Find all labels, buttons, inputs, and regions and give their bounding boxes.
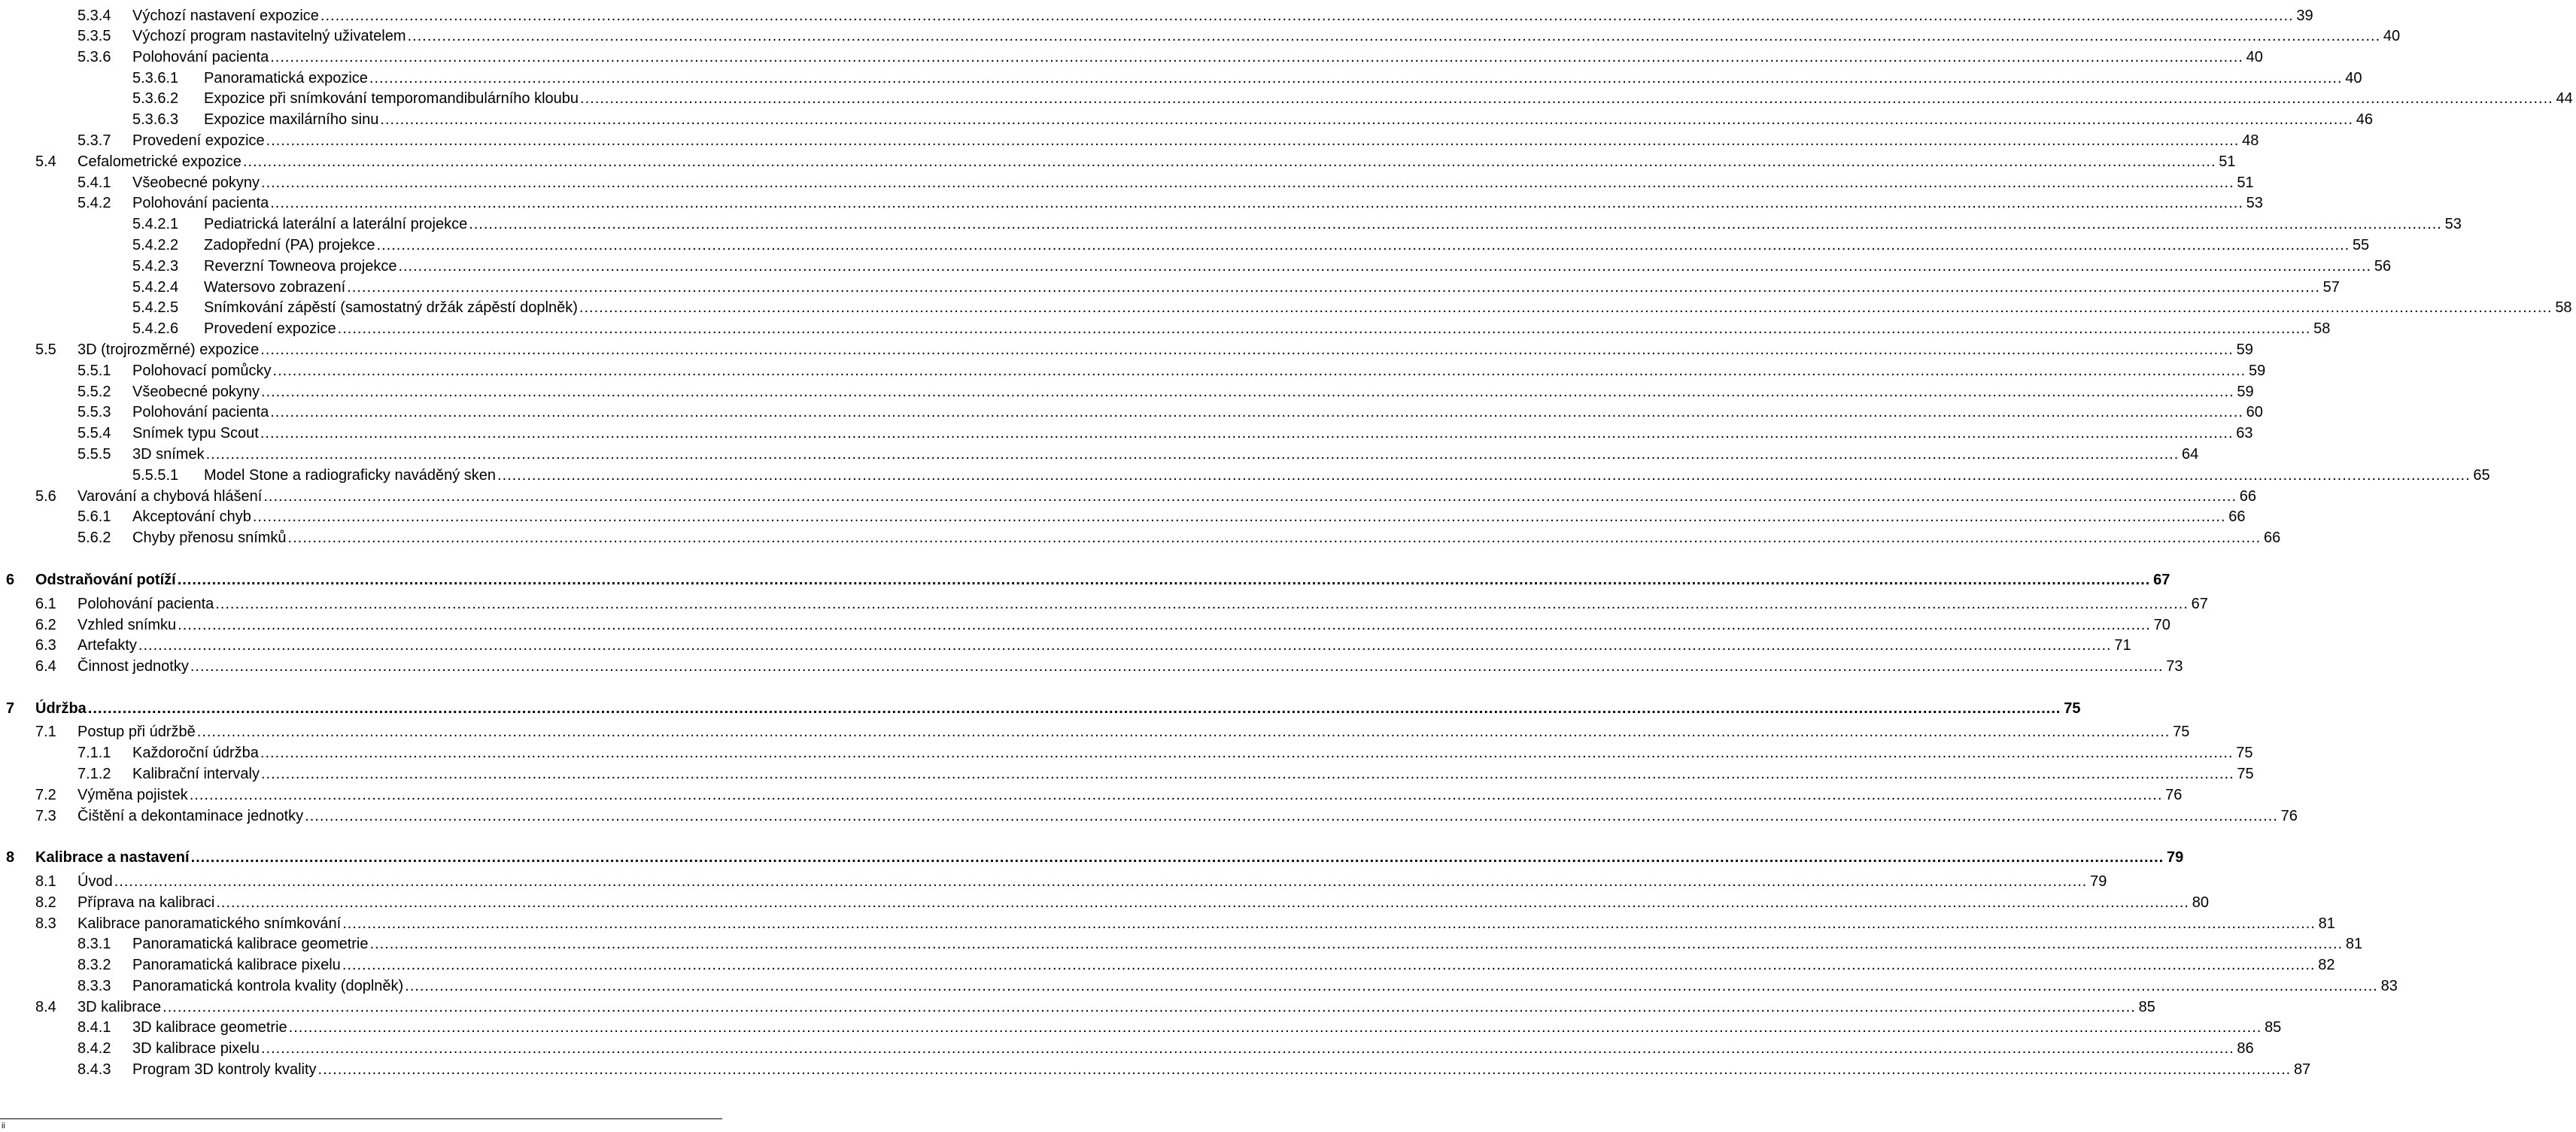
toc-entry-number: 5.4.2.4: [132, 279, 179, 296]
dot-leader: ................................................................................................................................................................................................................................................................................................................................................................................................................: [405, 978, 2378, 994]
toc-entry-page: 75: [2064, 700, 2081, 717]
toc-entry-number: 5.5.2: [77, 384, 111, 400]
toc-entry[interactable]: [0, 26, 2401, 46]
toc-entry[interactable]: [0, 445, 2199, 464]
toc-entry-page: 67: [2153, 572, 2170, 588]
toc-entry[interactable]: [0, 340, 2253, 360]
toc-entry-title: 3D (trojrozměrné) expozice: [77, 341, 260, 358]
toc-entry-title: Varování a chybová hlášení: [77, 488, 263, 505]
dot-leader: ................................................................................................................................................................................................................................................................................................................................................................................................................: [260, 341, 2234, 358]
toc-entry[interactable]: [0, 1060, 2311, 1079]
toc-entry-number: 6: [6, 572, 15, 588]
toc-entry-number: 5.3.6.3: [132, 111, 179, 128]
toc-entry-number: 5.4.2.2: [132, 237, 179, 253]
footer-rule: [0, 1118, 722, 1119]
toc-entry-page: 81: [2345, 936, 2363, 952]
toc-entry-number: 7.1: [35, 724, 56, 740]
toc-entry[interactable]: [0, 785, 2183, 805]
toc-entry[interactable]: [0, 89, 2573, 108]
toc-entry-title: Polohování pacienta: [132, 195, 269, 211]
dot-leader: ................................................................................................................................................................................................................................................................................................................................................................................................................: [196, 724, 2170, 740]
toc-entry[interactable]: [0, 402, 2263, 422]
toc-entry-number: 8: [6, 849, 15, 866]
toc-entry[interactable]: [0, 914, 2335, 933]
toc-entry-number: 5.3.6.1: [132, 70, 179, 86]
toc-entry-number: 5.5.5: [77, 446, 111, 463]
toc-entry-number: 5.4.2.1: [132, 216, 179, 232]
dot-leader: ................................................................................................................................................................................................................................................................................................................................................................................................................: [260, 745, 2234, 761]
toc-entry[interactable]: [0, 976, 2398, 996]
toc-entry[interactable]: [0, 615, 2170, 635]
dot-leader: ................................................................................................................................................................................................................................................................................................................................................................................................................: [579, 299, 2553, 316]
toc-entry-title: Všeobecné pokyny: [132, 384, 260, 400]
toc-entry-title: Kalibrace a nastavení: [35, 849, 190, 866]
toc-entry-number: 5.6.2: [77, 530, 111, 546]
dot-leader: ................................................................................................................................................................................................................................................................................................................................................................................................................: [288, 1019, 2262, 1036]
dot-leader: ................................................................................................................................................................................................................................................................................................................................................................................................................: [266, 132, 2240, 149]
toc-entry[interactable]: [0, 487, 2256, 506]
toc-entry-page: 40: [2246, 49, 2263, 65]
toc-entry-page: 76: [2165, 787, 2183, 803]
toc-entry-number: 5.5.5.1: [132, 467, 179, 484]
toc-entry-page: 53: [2246, 195, 2263, 211]
toc-entry-title: Polohování pacienta: [132, 404, 269, 420]
toc-entry-page: 70: [2153, 617, 2170, 633]
dot-leader: ................................................................................................................................................................................................................................................................................................................................................................................................................: [320, 8, 2294, 24]
toc-entry-number: 8.3.2: [77, 957, 111, 973]
toc-entry-title: Výměna pojistek: [77, 787, 188, 803]
toc-entry-title: Polohovací pomůcky: [132, 363, 272, 379]
dot-leader: ................................................................................................................................................................................................................................................................................................................................................................................................................: [263, 488, 2237, 505]
toc-entry-number: 5.6: [35, 488, 56, 505]
toc-entry[interactable]: [0, 636, 2131, 655]
toc-entry-page: 48: [2242, 132, 2259, 149]
toc-entry-title: Artefakty: [77, 637, 137, 654]
toc-entry[interactable]: [0, 1018, 2282, 1037]
toc-entry-number: 6.4: [35, 658, 56, 675]
toc-entry[interactable]: [0, 934, 2363, 954]
toc-entry-page: 75: [2173, 724, 2190, 740]
dot-leader: ................................................................................................................................................................................................................................................................................................................................................................................................................: [580, 90, 2553, 107]
toc-entry-title: Výchozí program nastavitelný uživatelem: [132, 28, 406, 44]
dot-leader: ................................................................................................................................................................................................................................................................................................................................................................................................................: [215, 596, 2189, 612]
dot-leader: ................................................................................................................................................................................................................................................................................................................................................................................................................: [114, 873, 2088, 890]
toc-entry-page: 83: [2380, 978, 2398, 994]
toc-entry-page: 59: [2248, 363, 2266, 379]
toc-entry-number: 5.4.2.3: [132, 258, 179, 275]
toc-entry[interactable]: [0, 806, 2298, 826]
toc-entry-number: 5.3.6: [77, 49, 111, 65]
toc-entry-page: 55: [2352, 237, 2370, 253]
toc-entry[interactable]: [0, 298, 2572, 317]
toc-entry-title: Každoroční údržba: [132, 745, 259, 761]
dot-leader: ................................................................................................................................................................................................................................................................................................................................................................................................................: [342, 957, 2316, 973]
toc-entry-page: 79: [2166, 849, 2184, 866]
toc-entry[interactable]: [0, 173, 2254, 193]
toc-entry[interactable]: [0, 68, 2362, 88]
toc-entry-title: 3D kalibrace geometrie: [132, 1019, 287, 1036]
toc-entry-number: 5.4: [35, 153, 56, 170]
toc-entry-title: Zadopřední (PA) projekce: [204, 237, 375, 253]
toc-entry-title: Expozice při snímkování temporomandibulárního kloubu: [204, 90, 579, 107]
dot-leader: ................................................................................................................................................................................................................................................................................................................................................................................................................: [178, 617, 2151, 633]
dot-leader: ................................................................................................................................................................................................................................................................................................................................................................................................................: [190, 658, 2164, 675]
dot-leader: ................................................................................................................................................................................................................................................................................................................................................................................................................: [317, 1061, 2292, 1078]
toc-entry-page: 66: [2263, 530, 2281, 546]
toc-entry-page: 64: [2182, 446, 2199, 463]
toc-entry-title: Snímek typu Scout: [132, 425, 259, 442]
dot-leader: ................................................................................................................................................................................................................................................................................................................................................................................................................: [138, 637, 2112, 654]
dot-leader: ................................................................................................................................................................................................................................................................................................................................................................................................................: [497, 467, 2471, 484]
toc-entry-page: 76: [2280, 808, 2298, 824]
toc-entry-page: 73: [2166, 658, 2183, 675]
toc-entry-title: Odstraňování potíží: [35, 572, 176, 588]
toc-entry[interactable]: [0, 214, 2462, 234]
toc-entry-title: Kalibrační intervaly: [132, 766, 260, 782]
toc-entry-page: 56: [2374, 258, 2392, 275]
toc-entry-number: 6.1: [35, 596, 56, 612]
toc-entry[interactable]: [0, 361, 2266, 381]
toc-entry-title: Panoramatická kalibrace pixelu: [132, 957, 341, 973]
toc-entry-page: 40: [2345, 70, 2362, 86]
toc-entry-page: 46: [2356, 111, 2373, 128]
toc-entry-number: 7: [6, 700, 15, 717]
dot-leader: ................................................................................................................................................................................................................................................................................................................................................................................................................: [376, 237, 2350, 253]
toc-entry-number: 5.4.1: [77, 175, 111, 191]
toc-entry-title: Reverzní Towneova projekce: [204, 258, 397, 275]
toc-entry[interactable]: [0, 1039, 2254, 1058]
toc-entry-page: 75: [2237, 766, 2254, 782]
toc-entry-page: 63: [2236, 425, 2253, 442]
toc-entry-title: Polohování pacienta: [77, 596, 214, 612]
toc-entry[interactable]: [0, 6, 2313, 26]
dot-leader: ................................................................................................................................................................................................................................................................................................................................................................................................................: [190, 849, 2164, 866]
toc-entry-page: 44: [2556, 90, 2573, 107]
toc-entry-title: Panoramatická kontrola kvality (doplněk): [132, 978, 404, 994]
toc-entry-title: Úvod: [77, 873, 113, 890]
toc-entry-number: 5.4.2.5: [132, 299, 179, 316]
dot-leader: ................................................................................................................................................................................................................................................................................................................................................................................................................: [270, 404, 2243, 420]
dot-leader: ................................................................................................................................................................................................................................................................................................................................................................................................................: [287, 530, 2262, 546]
toc-entry[interactable]: [0, 47, 2263, 67]
toc-entry[interactable]: [0, 955, 2335, 975]
toc-entry[interactable]: [0, 193, 2263, 213]
toc-entry-title: Expozice maxilárního sinu: [204, 111, 379, 128]
toc-entry-title: Provedení expozice: [204, 320, 336, 337]
toc-entry-page: 66: [2228, 508, 2246, 525]
dot-leader: ................................................................................................................................................................................................................................................................................................................................................................................................................: [369, 936, 2344, 952]
toc-entry-number: 6.2: [35, 617, 56, 633]
toc-entry-page: 81: [2318, 915, 2335, 932]
toc-entry-number: 5.4.2: [77, 195, 111, 211]
dot-leader: ................................................................................................................................................................................................................................................................................................................................................................................................................: [407, 28, 2381, 44]
toc-entry-number: 5.3.4: [77, 8, 111, 24]
toc-entry-number: 5.3.5: [77, 28, 111, 44]
toc-entry-title: Snímkování zápěstí (samostatný držák zápěstí doplněk): [204, 299, 578, 316]
toc-entry-number: 8.3.1: [77, 936, 111, 952]
toc-entry-title: Vzhled snímku: [77, 617, 177, 633]
dot-leader: ................................................................................................................................................................................................................................................................................................................................................................................................................: [260, 425, 2234, 442]
toc-entry-page: 58: [2555, 299, 2572, 316]
toc-entry-page: 82: [2318, 957, 2335, 973]
toc-entry-title: Chyby přenosu snímků: [132, 530, 287, 546]
toc-entry-number: 7.1.1: [77, 745, 111, 761]
toc-entry-page: 53: [2444, 216, 2462, 232]
toc-entry-number: 5.5.1: [77, 363, 111, 379]
toc-entry-title: Pediatrická laterální a laterální projekce: [204, 216, 468, 232]
toc-entry-number: 6.3: [35, 637, 56, 654]
toc-entry-number: 8.4: [35, 999, 56, 1015]
toc-entry-page: 65: [2473, 467, 2490, 484]
toc-entry[interactable]: [0, 152, 2236, 171]
toc-entry-page: 79: [2090, 873, 2107, 890]
toc-entry-page: 57: [2322, 279, 2340, 296]
toc-entry[interactable]: [0, 594, 2208, 614]
toc-entry[interactable]: [0, 278, 2340, 297]
dot-leader: ................................................................................................................................................................................................................................................................................................................................................................................................................: [177, 572, 2151, 588]
toc-entry[interactable]: [0, 382, 2254, 402]
toc-entry[interactable]: [0, 743, 2253, 763]
toc-entry-title: Model Stone a radiograficky naváděný sken: [204, 467, 497, 484]
toc-entry[interactable]: [0, 699, 2081, 718]
toc-entry[interactable]: [0, 319, 2331, 338]
toc-entry-title: Provedení expozice: [132, 132, 265, 149]
dot-leader: ................................................................................................................................................................................................................................................................................................................................................................................................................: [87, 700, 2061, 717]
toc-entry[interactable]: [0, 997, 2155, 1017]
toc-entry-page: 40: [2383, 28, 2401, 44]
toc-entry-number: 5.5: [35, 341, 56, 358]
dot-leader: ................................................................................................................................................................................................................................................................................................................................................................................................................: [398, 258, 2372, 275]
toc-entry[interactable]: [0, 507, 2246, 527]
toc-entry-title: Panoramatická kalibrace geometrie: [132, 936, 369, 952]
toc-entry-number: 8.4.2: [77, 1040, 111, 1057]
toc-entry[interactable]: [0, 722, 2190, 742]
toc-entry[interactable]: [0, 466, 2490, 485]
toc-entry-page: 51: [2219, 153, 2236, 170]
toc-entry-number: 7.2: [35, 787, 56, 803]
toc-entry[interactable]: [0, 528, 2281, 548]
dot-leader: ................................................................................................................................................................................................................................................................................................................................................................................................................: [205, 446, 2180, 463]
toc-entry-page: 59: [2237, 384, 2254, 400]
toc-entry-number: 8.3.3: [77, 978, 111, 994]
toc-entry-title: Polohování pacienta: [132, 49, 269, 65]
toc-entry[interactable]: [0, 570, 2170, 590]
toc-entry-title: Příprava na kalibraci: [77, 894, 215, 911]
toc-entry[interactable]: [0, 893, 2209, 912]
toc-entry-page: 58: [2313, 320, 2331, 337]
toc-entry-number: 5.3.6.2: [132, 90, 179, 107]
toc-entry[interactable]: [0, 110, 2373, 129]
dot-leader: ................................................................................................................................................................................................................................................................................................................................................................................................................: [270, 49, 2243, 65]
dot-leader: ................................................................................................................................................................................................................................................................................................................................................................................................................: [270, 195, 2243, 211]
toc-entry-number: 7.1.2: [77, 766, 111, 782]
toc-entry-title: Program 3D kontroly kvality: [132, 1061, 317, 1078]
toc-entry-number: 8.2: [35, 894, 56, 911]
toc-entry-title: Čištění a dekontaminace jednotky: [77, 808, 304, 824]
toc-entry-page: 75: [2236, 745, 2253, 761]
toc-entry-number: 8.4.1: [77, 1019, 111, 1036]
toc-entry-page: 60: [2246, 404, 2263, 420]
toc-entry-title: Cefalometrické expozice: [77, 153, 242, 170]
dot-leader: ................................................................................................................................................................................................................................................................................................................................................................................................................: [347, 279, 2320, 296]
dot-leader: ................................................................................................................................................................................................................................................................................................................................................................................................................: [369, 70, 2343, 86]
toc-entry[interactable]: [0, 131, 2259, 150]
dot-leader: ................................................................................................................................................................................................................................................................................................................................................................................................................: [337, 320, 2311, 337]
dot-leader: ................................................................................................................................................................................................................................................................................................................................................................................................................: [252, 508, 2226, 525]
toc-entry[interactable]: [0, 657, 2183, 676]
toc-entry-page: 85: [2138, 999, 2155, 1015]
toc-entry[interactable]: [0, 423, 2253, 443]
toc-entry-number: 8.3: [35, 915, 56, 932]
toc-entry-page: 86: [2237, 1040, 2254, 1057]
toc-entry-title: Kalibrace panoramatického snímkování: [77, 915, 342, 932]
toc-entry-title: 3D snímek: [132, 446, 205, 463]
dot-leader: ................................................................................................................................................................................................................................................................................................................................................................................................................: [260, 766, 2234, 782]
toc-entry-title: Údržba: [35, 700, 87, 717]
toc-entry-title: Akceptování chyb: [132, 508, 251, 525]
toc-entry[interactable]: [0, 235, 2370, 255]
toc-entry-number: 8.4.3: [77, 1061, 111, 1078]
toc-entry-title: Panoramatická expozice: [204, 70, 368, 86]
toc-entry-title: Činnost jednotky: [77, 658, 189, 675]
dot-leader: ................................................................................................................................................................................................................................................................................................................................................................................................................: [261, 384, 2234, 400]
toc-entry-page: 51: [2237, 175, 2254, 191]
toc-entry-page: 71: [2114, 637, 2131, 654]
footer-page-number: ii: [2, 1121, 5, 1130]
toc-entry-title: Výchozí nastavení expozice: [132, 8, 319, 24]
dot-leader: ................................................................................................................................................................................................................................................................................................................................................................................................................: [342, 915, 2316, 932]
toc-entry-title: Všeobecné pokyny: [132, 175, 260, 191]
toc-entry-title: 3D kalibrace: [77, 999, 162, 1015]
dot-leader: ................................................................................................................................................................................................................................................................................................................................................................................................................: [380, 111, 2353, 128]
toc-entry-page: 80: [2192, 894, 2209, 911]
dot-leader: ................................................................................................................................................................................................................................................................................................................................................................................................................: [261, 175, 2234, 191]
dot-leader: ................................................................................................................................................................................................................................................................................................................................................................................................................: [305, 808, 2278, 824]
toc-entry[interactable]: [0, 872, 2107, 891]
dot-leader: ................................................................................................................................................................................................................................................................................................................................................................................................................: [242, 153, 2216, 170]
dot-leader: ................................................................................................................................................................................................................................................................................................................................................................................................................: [163, 999, 2136, 1015]
toc-entry-number: 5.3.7: [77, 132, 111, 149]
dot-leader: ................................................................................................................................................................................................................................................................................................................................................................................................................: [260, 1040, 2234, 1057]
toc-entry-number: 5.5.3: [77, 404, 111, 420]
dot-leader: ................................................................................................................................................................................................................................................................................................................................................................................................................: [272, 363, 2246, 379]
toc-entry-number: 7.3: [35, 808, 56, 824]
toc-entry-page: 87: [2293, 1061, 2311, 1078]
dot-leader: ................................................................................................................................................................................................................................................................................................................................................................................................................: [189, 787, 2163, 803]
toc-entry-number: 5.4.2.6: [132, 320, 179, 337]
toc-entry-title: 3D kalibrace pixelu: [132, 1040, 260, 1057]
toc-entry-page: 66: [2239, 488, 2256, 505]
toc-entry-page: 67: [2191, 596, 2208, 612]
toc-entry-page: 85: [2265, 1019, 2282, 1036]
toc-entry[interactable]: [0, 764, 2254, 784]
toc-entry[interactable]: [0, 256, 2392, 276]
toc-entry-title: Watersovo zobrazení: [204, 279, 346, 296]
toc-entry-number: 8.1: [35, 873, 56, 890]
dot-leader: ................................................................................................................................................................................................................................................................................................................................................................................................................: [469, 216, 2442, 232]
toc-entry[interactable]: [0, 848, 2184, 867]
toc-entry-number: 5.6.1: [77, 508, 111, 525]
toc-entry-page: 39: [2296, 8, 2313, 24]
dot-leader: ................................................................................................................................................................................................................................................................................................................................................................................................................: [216, 894, 2189, 911]
toc-entry-number: 5.5.4: [77, 425, 111, 442]
toc-entry-page: 59: [2236, 341, 2253, 358]
toc-entry-title: Postup při údržbě: [77, 724, 196, 740]
